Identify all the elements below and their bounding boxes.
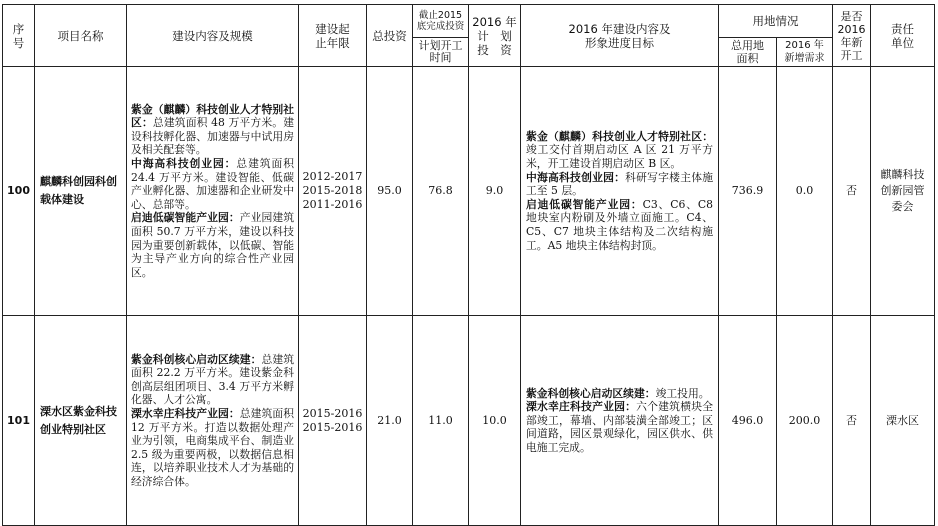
header-resp: 责任 单位 — [871, 5, 935, 67]
header-done2015: 截止2015 底完成投资 — [413, 5, 469, 38]
header-period: 建设起 止年限 — [299, 5, 367, 67]
table-row — [3, 67, 935, 316]
period-item: 2015-2016 — [302, 406, 363, 420]
content-item-text: 总建筑面积 24.4 万平方米。建设智能、低碳产业孵化器、加速器和企业研发中心、总部等。 — [131, 157, 295, 211]
period-item: 2015-2018 — [302, 184, 363, 197]
content-item-text: 总建筑面积 48 万平方米。建设科技孵化器、加速器与中试用房及相关配套等。 — [131, 116, 294, 157]
row-invest2016: 10.0 — [469, 316, 521, 526]
goal-item-title: 启迪低碳智能产业园： — [526, 197, 643, 211]
row-content — [127, 67, 299, 316]
row-project-name: 麒麟科创园科创载体建设 — [35, 67, 127, 316]
row-period — [299, 316, 367, 526]
header-new-start: 是否 2016 年新 开工 — [833, 5, 871, 67]
goal-item-text: 六个建筑横块全部竣工，幕墙、内部装潢全部竣工；区间道路，园区景观绿化，园区供水、供电施工完成。 — [526, 400, 714, 454]
table-row — [3, 316, 935, 526]
goal-item-title: 中海高科技创业园： — [526, 170, 626, 184]
period-item: 2011-2016 — [302, 198, 363, 211]
goal-item-text: 竣工交付首期启动区 A 区 21 万平方米，开工建设首期启动区 B 区。 — [526, 143, 713, 171]
header-invest2016: 2016 年 计 划 投 资 — [469, 5, 521, 67]
goal-item-text: C3、C6、C8 地块室内粉刷及外墙立面施工。C4、C5、C7 地块主体结构及二次结构施工。A5 地块主体结构封顶。 — [526, 197, 713, 252]
content-item-title: 启迪低碳智能产业园： — [131, 211, 240, 225]
header-land-total: 总用地 面积 — [719, 38, 777, 67]
goal-item-title: 紫金科创核心启动区续建： — [526, 386, 656, 400]
row-total: 21.0 — [367, 316, 413, 526]
row-goal — [521, 316, 719, 526]
row-seq: 100 — [3, 67, 35, 316]
row-seq: 101 — [3, 316, 35, 526]
content-item-text: 总建筑面积 12 万平方米。打造以数据处理产业为引领，电商集成平台、制造业 2.5 级为重要两极，以数据信息相连，以培养职业技术人才为基础的经济综合体。 — [131, 406, 295, 488]
header-goal: 2016 年建设内容及 形象进度目标 — [521, 5, 719, 67]
goal-item-text: 科研写字楼主体施工至 5 层。 — [526, 170, 714, 198]
header-content: 建设内容及规模 — [127, 5, 299, 67]
row-land-total: 736.9 — [719, 67, 777, 316]
row-new-start: 否 — [833, 316, 871, 526]
content-item-title: 中海高科技创业园： — [131, 157, 237, 171]
row-content — [127, 316, 299, 526]
header-name: 项目名称 — [35, 5, 127, 67]
project-table — [2, 4, 935, 526]
header-plan-time: 计划开工 时间 — [413, 38, 469, 67]
content-item-text: 总建筑面积 22.2 万平方米。建设紫金科创高层组团项目、3.4 万平方米孵化器、人才公寓。 — [131, 352, 295, 407]
period-item: 2015-2016 — [302, 420, 363, 434]
goal-item-text: 竣工投用。 — [655, 386, 710, 400]
goal-item-title: 溧水幸庄科技产业园： — [526, 400, 637, 414]
row-responsible: 溧水区 — [871, 316, 935, 526]
goal-item-title: 紫金（麒麟）科技创业人才特别社区： — [526, 129, 713, 143]
row-total: 95.0 — [367, 67, 413, 316]
row-land-new: 0.0 — [777, 67, 833, 316]
row-period — [299, 67, 367, 316]
row-project-name: 溧水区紫金科技创业特别社区 — [35, 316, 127, 526]
row-land-total: 496.0 — [719, 316, 777, 526]
header-seq: 序 号 — [3, 5, 35, 67]
period-item: 2012-2017 — [302, 170, 363, 183]
content-item-text: 产业园建筑面积 50.7 万平方米，建设以科技园为重要创新载体，以低碳、智能为主导产业方向的综合性产业园区。 — [131, 211, 295, 279]
content-item-title: 紫金科创核心启动区续建： — [131, 352, 262, 366]
row-goal — [521, 67, 719, 316]
row-done2015: 11.0 — [413, 316, 469, 526]
row-invest2016: 9.0 — [469, 67, 521, 316]
header-land-new: 2016 年 新增需求 — [777, 38, 833, 67]
row-responsible: 麒麟科技创新园管委会 — [871, 67, 935, 316]
content-item-title: 溧水幸庄科技产业园： — [131, 406, 240, 420]
row-new-start: 否 — [833, 67, 871, 316]
row-done2015: 76.8 — [413, 67, 469, 316]
content-item-title: 紫金（麒麟）科技创业人才特别社区： — [131, 102, 294, 130]
row-land-new: 200.0 — [777, 316, 833, 526]
header-land: 用地情况 — [719, 5, 833, 38]
header-total: 总投资 — [367, 5, 413, 67]
